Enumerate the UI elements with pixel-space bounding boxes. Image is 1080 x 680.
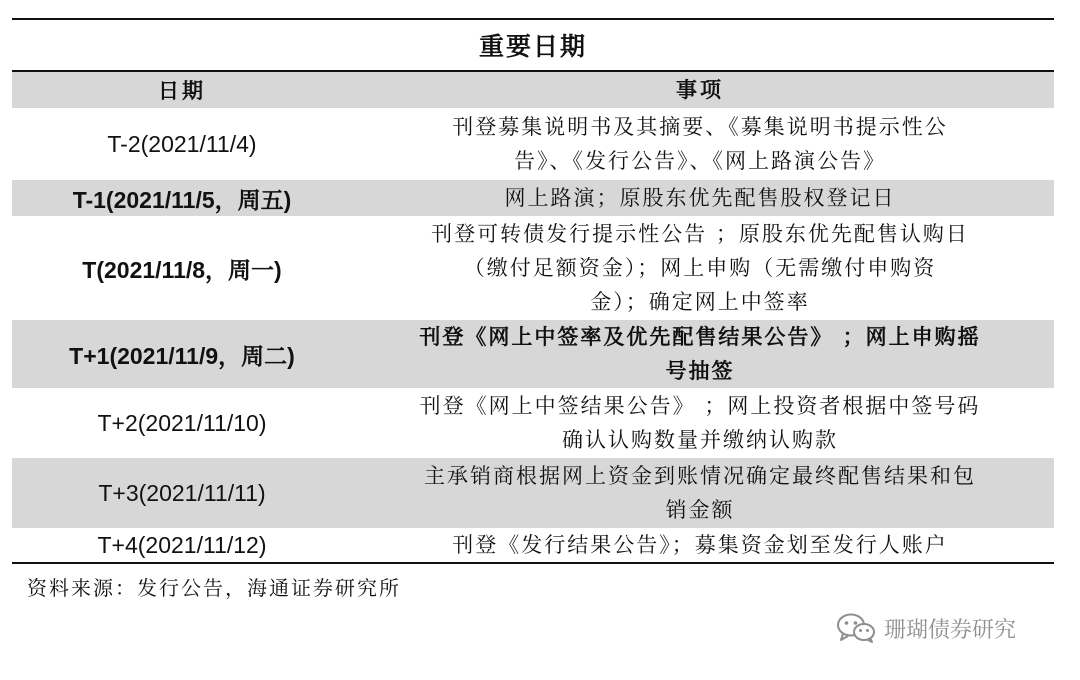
table-row	[12, 388, 1054, 458]
table-row	[12, 320, 1054, 388]
row-item-line: 号抽签	[665, 359, 735, 383]
header-date: 日期	[158, 79, 206, 103]
table-title: 重要日期	[478, 32, 587, 61]
row-item	[352, 110, 1054, 178]
wechat-icon	[836, 612, 876, 644]
row-item-line: 刊登《网上中签率及优先配售结果公告》 ；网上申购摇	[419, 325, 981, 349]
table-row	[12, 528, 1054, 562]
row-item-line: 刊登可转债发行提示性公告 ；原股东优先配售认购日	[431, 222, 969, 246]
table-bottom-rule	[12, 562, 1054, 564]
row-item-line: 销金额	[665, 498, 735, 522]
row-item	[352, 528, 1054, 562]
row-date: T+4(2021/11/12)	[97, 531, 267, 558]
row-item-line: 刊登《发行结果公告》；募集资金划至发行人账户	[452, 533, 948, 557]
row-date: T+2(2021/11/10)	[97, 409, 267, 436]
row-date: T-1(2021/11/5，周五)	[72, 186, 292, 213]
row-item-line: （缴付足额资金）；网上申购（无需缴付申购资	[463, 256, 937, 280]
table-row	[12, 216, 1054, 320]
row-date: T+3(2021/11/11)	[98, 479, 266, 506]
source-note: 资料来源：发行公告，海通证券研究所	[27, 576, 401, 600]
row-date: T-2(2021/11/4)	[107, 130, 257, 157]
row-item	[352, 459, 1054, 527]
table-header-row	[12, 72, 1054, 108]
row-item	[352, 181, 1054, 215]
row-item-line: 主承销商根据网上资金到账情况确定最终配售结果和包	[424, 464, 976, 488]
row-item	[352, 217, 1054, 319]
table-row	[12, 458, 1054, 528]
header-item: 事项	[676, 78, 724, 102]
row-item	[352, 320, 1054, 388]
row-date: T(2021/11/8，周一)	[82, 256, 282, 283]
row-item	[352, 389, 1054, 457]
important-dates-table	[12, 18, 1054, 564]
row-date: T+1(2021/11/9，周二)	[69, 342, 295, 369]
row-item-line: 刊登募集说明书及其摘要、《募集说明书提示性公	[452, 115, 948, 139]
row-item-line: 金）；确定网上中签率	[590, 290, 810, 314]
table-row	[12, 108, 1054, 180]
watermark	[836, 612, 1016, 644]
row-item-line: 刊登《网上中签结果公告》 ；网上投资者根据中签号码	[419, 394, 981, 418]
row-item-line: 确认认购数量并缴纳认购款	[562, 428, 838, 452]
watermark-text: 珊瑚债券研究	[884, 617, 1017, 643]
row-item-line: 告》、《发行公告》、《网上路演公告》	[514, 149, 886, 173]
table-row	[12, 180, 1054, 216]
row-item-line: 网上路演；原股东优先配售股权登记日	[504, 186, 896, 210]
